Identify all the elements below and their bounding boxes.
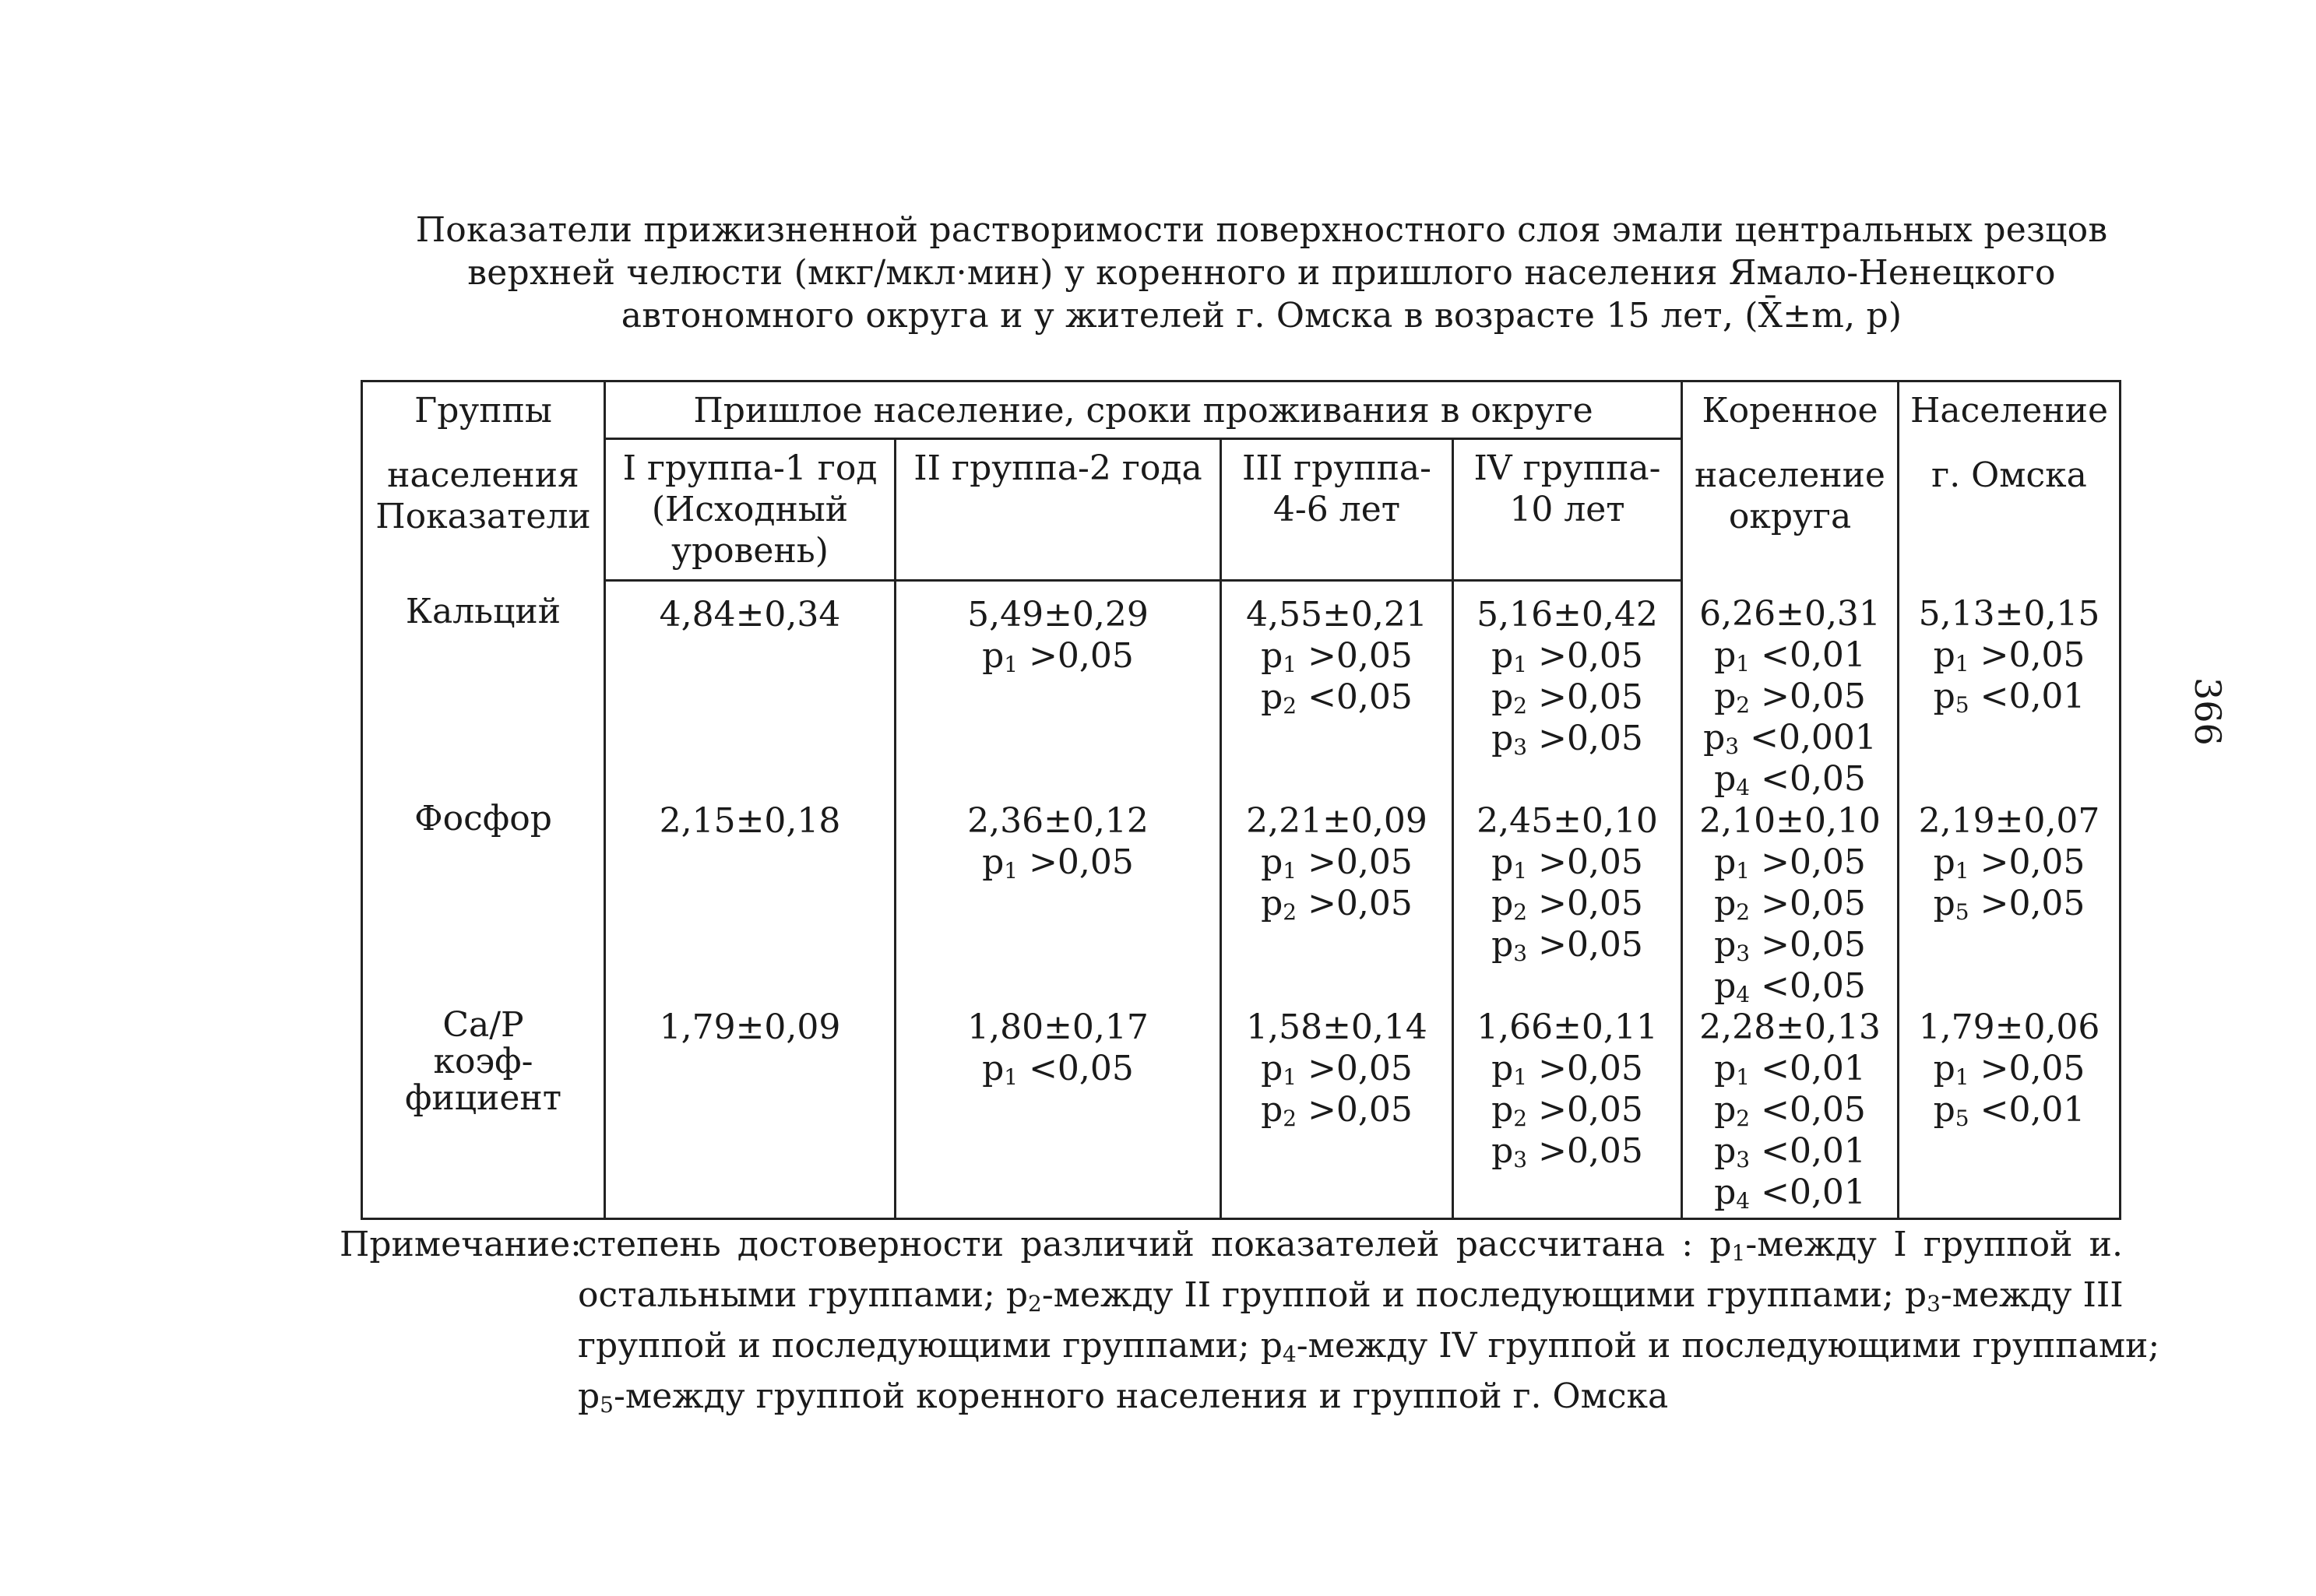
p-index: 2 (1736, 691, 1751, 718)
p-symbol: $p_3$ (1491, 719, 1528, 760)
p-threshold: <0,01 (1969, 676, 2085, 716)
data-cell (1453, 800, 1682, 1007)
data-cell (896, 581, 1221, 801)
table-title (366, 209, 2157, 337)
title-line: автономного округа и у жителей г. Омска в возрасте 15 лет, (X̄±m, p) (621, 296, 1902, 336)
row-label-line: коэф- (433, 1042, 533, 1081)
p-value (1222, 883, 1452, 924)
row-label-line: фициент (404, 1078, 562, 1118)
p-threshold: >0,05 (1527, 842, 1643, 882)
p-symbol: $p_1$ (982, 1049, 1019, 1090)
p-index: 2 (1028, 1291, 1042, 1317)
header-line: 4-6 лет (1272, 490, 1401, 529)
p-value (1454, 883, 1681, 924)
mean-value: 2,45±0,10 (1477, 801, 1658, 841)
row-label-line: Кальций (405, 591, 561, 631)
p-symbol: $p_2$ (1714, 1090, 1751, 1131)
p-index: 2 (1513, 693, 1528, 719)
p-threshold: >0,05 (1969, 635, 2085, 675)
data-cell (1453, 1007, 1682, 1219)
p-value (1683, 758, 1897, 800)
p-threshold: <0,05 (1750, 758, 1866, 799)
p-index: 5 (1955, 899, 1969, 925)
p-value (1454, 677, 1681, 718)
header-line: II группа-2 года (913, 448, 1202, 488)
p-index: 2 (1283, 899, 1297, 925)
p-value (896, 1048, 1220, 1089)
p-threshold: >0,05 (1527, 719, 1643, 758)
p-threshold: <0,01 (1750, 1131, 1866, 1171)
p-threshold: <0,01 (1750, 1049, 1866, 1088)
p-threshold: >0,05 (1527, 1049, 1643, 1088)
p-value (1683, 635, 1897, 676)
p-value (1222, 635, 1452, 677)
p-value (1222, 842, 1452, 883)
p-symbol: $p_1$ (1491, 842, 1528, 884)
p-symbol: $p_5$ (1933, 884, 1969, 925)
header-line: Население (1910, 391, 2108, 431)
header-line: население (1695, 455, 1885, 495)
header-line: 10 лет (1509, 490, 1625, 529)
p-value (1683, 1130, 1897, 1172)
note-segment: -между IV группой и последующими группами; (1296, 1326, 2160, 1366)
p-threshold: >0,05 (1969, 884, 2085, 923)
header-line: округа (1728, 497, 1852, 536)
table-row (362, 800, 2121, 1007)
p-threshold: >0,05 (1297, 842, 1413, 882)
data-cell (1221, 800, 1453, 1007)
data-cell (896, 800, 1221, 1007)
note-line (578, 1325, 2160, 1376)
p-symbol: $p_4$ (1714, 758, 1751, 800)
p-threshold: >0,05 (1969, 1049, 2085, 1088)
p-index: 2 (1736, 1106, 1751, 1131)
note-segment: p (578, 1376, 600, 1416)
p-index: 3 (1927, 1291, 1941, 1317)
note-segment: -между I группой и. (1745, 1225, 2123, 1264)
header-line: IV группа- (1473, 448, 1661, 488)
note-segment: остальными группами; p (578, 1275, 1029, 1315)
p-threshold: >0,05 (1018, 636, 1134, 676)
header-group-2 (896, 439, 1221, 581)
header-line: III группа- (1242, 448, 1431, 488)
p-index: 4 (1736, 774, 1751, 800)
p-index: 3 (1725, 733, 1740, 759)
p-index: 5 (1955, 691, 1969, 718)
p-threshold: >0,05 (1527, 1090, 1643, 1130)
mean-value: 6,26±0,31 (1699, 593, 1881, 634)
p-threshold: >0,05 (1297, 884, 1413, 923)
p-symbol: $p_1$ (1261, 636, 1297, 677)
data-cell (1899, 800, 2121, 1007)
note-segment: степень достоверности различий показателей рассчитана : p (578, 1225, 1732, 1264)
note-line (578, 1274, 2123, 1325)
note-text (578, 1224, 2160, 1426)
p-threshold: >0,05 (1527, 636, 1643, 676)
table-row (362, 581, 2121, 801)
p-value (1899, 883, 2119, 924)
p-threshold: >0,05 (1527, 925, 1643, 965)
p-index: 1 (1955, 858, 1969, 884)
note-segment: -между группой коренного населения и группой г. Омска (614, 1376, 1669, 1416)
p-symbol: $p_2$ (1491, 1090, 1528, 1131)
p-symbol: $p_1$ (1933, 842, 1969, 884)
p-index: 1 (1736, 1064, 1751, 1090)
header-line: уровень) (671, 531, 829, 571)
p-symbol: $p_1$ (982, 842, 1019, 884)
p-value (1683, 717, 1897, 758)
p-symbol: $p_2$ (1261, 677, 1297, 719)
p-index: 1 (1731, 1240, 1746, 1266)
mean-value: 5,16±0,42 (1477, 595, 1658, 635)
header-indigenous (1682, 381, 1899, 581)
p-index: 1 (1004, 858, 1019, 884)
p-threshold: >0,05 (1527, 677, 1643, 717)
p-index: 1 (1736, 650, 1751, 677)
header-group-3 (1221, 439, 1453, 581)
data-cell (1221, 581, 1453, 801)
mean-value: 1,66±0,11 (1477, 1007, 1658, 1047)
title-line: Показатели прижизненной растворимости поверхностного слоя эмали центральных резцов (415, 210, 2108, 250)
p-threshold: <0,01 (1750, 1172, 1866, 1212)
p-threshold: >0,05 (1297, 1090, 1413, 1130)
p-threshold: >0,05 (1297, 636, 1413, 676)
mean-value: 2,28±0,13 (1699, 1007, 1881, 1047)
p-index: 5 (1955, 1106, 1969, 1131)
p-symbol: $p_1$ (1261, 842, 1297, 884)
row-label (362, 800, 605, 1007)
data-cell (1899, 581, 2121, 801)
p-value (1899, 1089, 2119, 1130)
row-label (362, 1007, 605, 1219)
p-symbol: $p_1$ (1933, 1049, 1969, 1090)
p-symbol: $p_2$ (1261, 884, 1297, 925)
p-value (1222, 1089, 1452, 1130)
note-segment: -между II группой и последующими группами; p (1041, 1275, 1927, 1315)
p-value (1454, 718, 1681, 759)
data-cell (1899, 1007, 2121, 1219)
p-symbol: $p_2$ (1261, 1090, 1297, 1131)
p-value (896, 635, 1220, 677)
p-index: 1 (1283, 858, 1297, 884)
mean-value: 2,10±0,10 (1699, 801, 1881, 841)
p-value (1899, 1048, 2119, 1089)
note-segment: -между III (1940, 1275, 2124, 1315)
p-symbol: $p_1$ (1491, 1049, 1528, 1090)
p-threshold: <0,01 (1969, 1090, 2085, 1130)
p-symbol: $p_1$ (1714, 842, 1751, 884)
p-value (896, 842, 1220, 883)
p-threshold: >0,05 (1018, 842, 1134, 882)
p-index: 1 (1955, 1064, 1969, 1090)
p-value (1899, 842, 2119, 883)
p-index: 1 (1513, 858, 1528, 884)
p-threshold: >0,05 (1527, 1131, 1643, 1171)
row-label-line: Ca/P (442, 1005, 524, 1045)
header-line: Группы (414, 391, 552, 431)
note-label: Примечание: (340, 1225, 582, 1264)
data-table (361, 380, 2121, 1220)
p-symbol: $p_4$ (1714, 1172, 1751, 1214)
p-index: 3 (1736, 1147, 1751, 1172)
p-index: 1 (1283, 1064, 1297, 1090)
mean-value: 1,58±0,14 (1246, 1007, 1427, 1047)
p-threshold: >0,05 (1750, 676, 1866, 716)
p-symbol: $p_1$ (982, 636, 1019, 677)
mean-value: 5,49±0,29 (967, 595, 1149, 635)
mean-value: 2,15±0,18 (659, 801, 841, 841)
p-threshold: >0,05 (1750, 842, 1866, 882)
p-value (1454, 1089, 1681, 1130)
data-cell (605, 581, 896, 801)
header-line: г. Омска (1931, 455, 2087, 495)
data-cell (605, 1007, 896, 1219)
p-threshold: <0,05 (1018, 1049, 1134, 1088)
p-index: 2 (1513, 1106, 1528, 1131)
p-value (1454, 842, 1681, 883)
p-threshold: <0,01 (1750, 635, 1866, 675)
table-body (362, 581, 2121, 1219)
p-index: 1 (1513, 652, 1528, 677)
p-value (1222, 1048, 1452, 1089)
p-threshold: >0,05 (1750, 884, 1866, 923)
header-omsk (1899, 381, 2121, 581)
p-symbol: $p_4$ (1714, 966, 1751, 1007)
p-index: 1 (1004, 652, 1019, 677)
row-label-line: Фосфор (414, 799, 552, 838)
p-index: 2 (1513, 899, 1528, 925)
p-symbol: $p_1$ (1714, 635, 1751, 677)
header-line: (Исходный (651, 490, 849, 529)
header-line: Показатели (375, 497, 591, 536)
p-index: 3 (1513, 734, 1528, 760)
p-index: 1 (1955, 650, 1969, 677)
mean-value: 4,84±0,34 (659, 595, 841, 635)
p-symbol: $p_2$ (1491, 884, 1528, 925)
p-index: 4 (1736, 1188, 1751, 1214)
p-value (1683, 1172, 1897, 1213)
p-symbol: $p_3$ (1714, 925, 1751, 966)
p-symbol: $p_2$ (1714, 676, 1751, 718)
p-index: 1 (1004, 1064, 1019, 1090)
p-index: 4 (1282, 1341, 1297, 1367)
p-symbol: $p_3$ (1703, 717, 1740, 759)
header-line: населения (387, 455, 579, 495)
note-line (578, 1376, 2123, 1426)
p-index: 2 (1736, 899, 1751, 925)
mean-value: 5,13±0,15 (1918, 593, 2100, 634)
p-value (1899, 635, 2119, 676)
p-value (1454, 1048, 1681, 1089)
p-index: 2 (1283, 1106, 1297, 1131)
p-index: 5 (600, 1392, 614, 1418)
p-index: 4 (1736, 982, 1751, 1007)
mean-value: 1,80±0,17 (967, 1007, 1149, 1047)
p-index: 3 (1513, 940, 1528, 966)
p-value (1454, 924, 1681, 965)
p-index: 3 (1513, 1147, 1528, 1172)
header-groups (362, 381, 605, 581)
header-line: Коренное (1702, 391, 1878, 431)
p-threshold: <0,05 (1750, 1090, 1866, 1130)
p-threshold: >0,05 (1969, 842, 2085, 882)
p-symbol: $p_1$ (1714, 1049, 1751, 1090)
p-threshold: >0,05 (1750, 925, 1866, 965)
p-value (1222, 677, 1452, 718)
data-cell (1221, 1007, 1453, 1219)
data-cell (1682, 800, 1899, 1007)
header-group-4 (1453, 439, 1682, 581)
p-symbol: $p_2$ (1491, 677, 1528, 719)
p-index: 2 (1283, 693, 1297, 719)
p-threshold: >0,05 (1297, 1049, 1413, 1088)
data-cell (1453, 581, 1682, 801)
mean-value: 2,36±0,12 (967, 801, 1149, 841)
header-group-1 (605, 439, 896, 581)
p-symbol: $p_3$ (1714, 1131, 1751, 1172)
p-index: 1 (1736, 858, 1751, 884)
p-index: 1 (1283, 652, 1297, 677)
data-cell (605, 800, 896, 1007)
p-symbol: $p_1$ (1491, 636, 1528, 677)
page-number: 366 (2187, 677, 2229, 746)
p-index: 3 (1736, 940, 1751, 966)
mean-value: 1,79±0,09 (659, 1007, 841, 1047)
mean-value: 4,55±0,21 (1246, 595, 1427, 635)
p-value (1899, 676, 2119, 717)
p-value (1683, 842, 1897, 883)
note-segment: группой и последующими группами; p (578, 1326, 1283, 1366)
mean-value: 2,19±0,07 (1918, 801, 2100, 841)
p-value (1454, 1130, 1681, 1172)
p-threshold: >0,05 (1527, 884, 1643, 923)
p-symbol: $p_5$ (1933, 676, 1969, 718)
p-value (1683, 1089, 1897, 1130)
p-symbol: $p_3$ (1491, 1131, 1528, 1172)
p-value (1683, 1048, 1897, 1089)
mean-value: 1,79±0,06 (1918, 1007, 2100, 1047)
mean-value: 2,21±0,09 (1246, 801, 1427, 841)
p-value (1683, 965, 1897, 1007)
p-index: 1 (1513, 1064, 1528, 1090)
p-threshold: <0,001 (1739, 717, 1877, 758)
table-row (362, 1007, 2121, 1219)
p-threshold: <0,05 (1750, 966, 1866, 1006)
note-line (578, 1224, 2123, 1274)
data-cell (1682, 1007, 1899, 1219)
p-symbol: $p_5$ (1933, 1090, 1969, 1131)
p-symbol: $p_2$ (1714, 884, 1751, 925)
p-symbol: $p_1$ (1261, 1049, 1297, 1090)
p-value (1454, 635, 1681, 677)
p-symbol: $p_1$ (1933, 635, 1969, 677)
p-value (1683, 883, 1897, 924)
title-line: верхней челюсти (мкг/мкл·мин) у коренного и пришлого населения Ямало-Ненецкого (467, 253, 2056, 293)
p-symbol: $p_3$ (1491, 925, 1528, 966)
p-value (1683, 676, 1897, 717)
p-threshold: <0,05 (1297, 677, 1413, 717)
row-label (362, 581, 605, 801)
p-value (1683, 924, 1897, 965)
header-migrant: Пришлое население, сроки проживания в округе (605, 381, 1682, 439)
header-line: I группа-1 год (622, 448, 878, 488)
data-cell (896, 1007, 1221, 1219)
data-cell (1682, 581, 1899, 801)
